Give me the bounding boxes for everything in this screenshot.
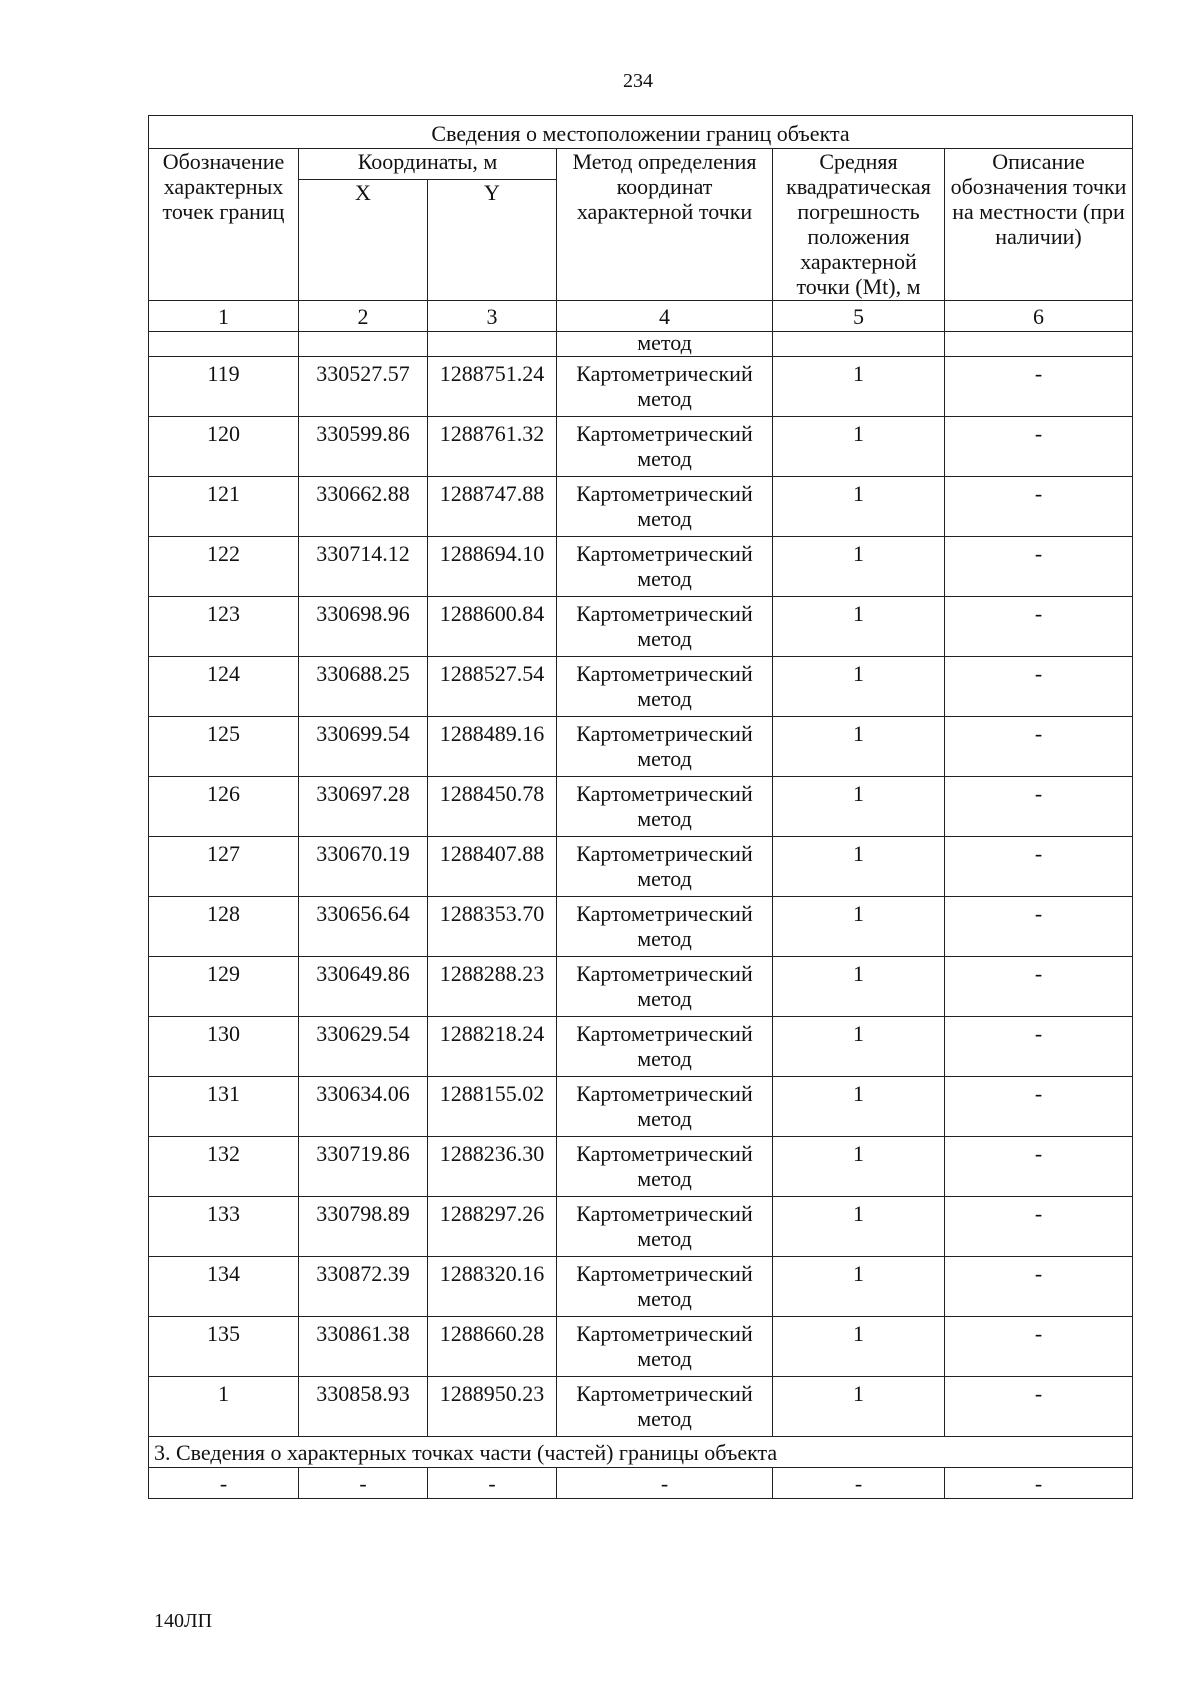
mt-cell: 1 — [773, 1317, 945, 1377]
y-cell: 1288761.32 — [428, 417, 557, 477]
table-cell — [428, 332, 557, 357]
mt-cell: 1 — [773, 897, 945, 957]
x-cell: 330698.96 — [299, 597, 428, 657]
table-row — [149, 777, 1133, 837]
description-cell: - — [945, 657, 1133, 717]
y-cell: 1288353.70 — [428, 897, 557, 957]
x-cell: 330634.06 — [299, 1077, 428, 1137]
method-cell: Картометрический метод — [557, 1017, 773, 1077]
header-mean-error: Средняя квадратическая погрешность положения характерной точки (Mt), м — [773, 149, 945, 301]
y-cell: 1288155.02 — [428, 1077, 557, 1137]
header-description: Описание обозначения точки на местности (при наличии) — [945, 149, 1133, 301]
x-cell: 330719.86 — [299, 1137, 428, 1197]
x-cell: 330699.54 — [299, 717, 428, 777]
header-point-designation: Обозначение характерных точек границ — [149, 149, 299, 301]
point-cell: 132 — [149, 1137, 299, 1197]
y-cell: 1288297.26 — [428, 1197, 557, 1257]
method-cell: Картометрический метод — [557, 1377, 773, 1437]
description-cell: - — [945, 1377, 1133, 1437]
header-coordinates: Координаты, м — [299, 149, 557, 180]
page-number: 234 — [623, 70, 653, 92]
method-cell: Картометрический метод — [557, 1077, 773, 1137]
continued-row — [149, 332, 1133, 357]
x-cell: 330872.39 — [299, 1257, 428, 1317]
point-cell: 126 — [149, 777, 299, 837]
x-cell: 330656.64 — [299, 897, 428, 957]
document-code: 140ЛП — [154, 1610, 213, 1632]
table-row — [149, 357, 1133, 417]
table-row — [149, 537, 1133, 597]
table-row — [149, 717, 1133, 777]
table-row — [149, 1257, 1133, 1317]
table-cell — [149, 332, 299, 357]
method-cell: Картометрический метод — [557, 477, 773, 537]
boundary-table — [148, 115, 1133, 1499]
y-cell: 1288600.84 — [428, 597, 557, 657]
mt-cell: 1 — [773, 537, 945, 597]
table-row — [149, 1197, 1133, 1257]
point-cell: 122 — [149, 537, 299, 597]
mt-cell: 1 — [773, 1137, 945, 1197]
description-cell: - — [945, 477, 1133, 537]
y-cell: 1288450.78 — [428, 777, 557, 837]
column-number: 2 — [299, 301, 428, 332]
column-numbers-row — [149, 301, 1133, 332]
y-cell: 1288407.88 — [428, 837, 557, 897]
y-cell: 1288218.24 — [428, 1017, 557, 1077]
column-number: 4 — [557, 301, 773, 332]
continued-method-cell: метод — [557, 332, 773, 357]
description-cell: - — [945, 837, 1133, 897]
description-cell: - — [945, 897, 1133, 957]
section-3-title: 3. Сведения о характерных точках части (частей) границы объекта — [149, 1437, 1133, 1468]
x-cell: 330688.25 — [299, 657, 428, 717]
point-cell: 123 — [149, 597, 299, 657]
x-cell: 330599.86 — [299, 417, 428, 477]
column-number: 6 — [945, 301, 1133, 332]
mt-cell: 1 — [773, 477, 945, 537]
header-y: Y — [428, 180, 557, 301]
table-title: Сведения о местоположении границ объекта — [149, 116, 1133, 149]
y-cell: 1288950.23 — [428, 1377, 557, 1437]
description-cell: - — [945, 1197, 1133, 1257]
table-title-row — [149, 116, 1133, 149]
table-row — [149, 417, 1133, 477]
description-cell: - — [945, 1137, 1133, 1197]
y-cell: 1288747.88 — [428, 477, 557, 537]
mt-cell: 1 — [773, 837, 945, 897]
mt-cell: 1 — [773, 657, 945, 717]
x-cell: 330649.86 — [299, 957, 428, 1017]
table-row — [149, 837, 1133, 897]
y-cell: 1288288.23 — [428, 957, 557, 1017]
y-cell: 1288751.24 — [428, 357, 557, 417]
method-cell: Картометрический метод — [557, 717, 773, 777]
point-cell: 127 — [149, 837, 299, 897]
point-cell: 128 — [149, 897, 299, 957]
mt-cell: 1 — [773, 717, 945, 777]
x-cell: 330697.28 — [299, 777, 428, 837]
table-cell — [299, 332, 428, 357]
description-cell: - — [945, 957, 1133, 1017]
method-cell: Картометрический метод — [557, 537, 773, 597]
method-cell: Картометрический метод — [557, 777, 773, 837]
mt-cell: 1 — [773, 1017, 945, 1077]
description-cell: - — [945, 597, 1133, 657]
table-cell: - — [945, 1468, 1133, 1499]
method-cell: Картометрический метод — [557, 1137, 773, 1197]
method-cell: Картометрический метод — [557, 417, 773, 477]
x-cell: 330670.19 — [299, 837, 428, 897]
point-cell: 129 — [149, 957, 299, 1017]
header-row — [149, 149, 1133, 180]
description-cell: - — [945, 1317, 1133, 1377]
description-cell: - — [945, 777, 1133, 837]
method-cell: Картометрический метод — [557, 837, 773, 897]
table-cell — [773, 332, 945, 357]
header-method: Метод определения координат характерной точки — [557, 149, 773, 301]
point-cell: 130 — [149, 1017, 299, 1077]
table-row — [149, 1377, 1133, 1437]
table-row — [149, 1137, 1133, 1197]
table-row — [149, 897, 1133, 957]
mt-cell: 1 — [773, 357, 945, 417]
table-cell: - — [773, 1468, 945, 1499]
point-cell: 124 — [149, 657, 299, 717]
point-cell: 133 — [149, 1197, 299, 1257]
mt-cell: 1 — [773, 1257, 945, 1317]
table-cell: - — [149, 1468, 299, 1499]
table-cell: - — [557, 1468, 773, 1499]
point-cell: 1 — [149, 1377, 299, 1437]
description-cell: - — [945, 1077, 1133, 1137]
table-cell: - — [299, 1468, 428, 1499]
method-cell: Картометрический метод — [557, 357, 773, 417]
point-cell: 120 — [149, 417, 299, 477]
method-cell: Картометрический метод — [557, 957, 773, 1017]
table-cell: - — [428, 1468, 557, 1499]
description-cell: - — [945, 357, 1133, 417]
method-cell: Картометрический метод — [557, 597, 773, 657]
mt-cell: 1 — [773, 1077, 945, 1137]
mt-cell: 1 — [773, 777, 945, 837]
column-number: 5 — [773, 301, 945, 332]
point-cell: 135 — [149, 1317, 299, 1377]
column-number: 3 — [428, 301, 557, 332]
description-cell: - — [945, 717, 1133, 777]
method-cell: Картометрический метод — [557, 897, 773, 957]
method-cell: Картометрический метод — [557, 1317, 773, 1377]
y-cell: 1288236.30 — [428, 1137, 557, 1197]
section-3-row — [149, 1437, 1133, 1468]
method-cell: Картометрический метод — [557, 1257, 773, 1317]
y-cell: 1288694.10 — [428, 537, 557, 597]
table-row — [149, 1017, 1133, 1077]
column-number: 1 — [149, 301, 299, 332]
x-cell: 330861.38 — [299, 1317, 428, 1377]
y-cell: 1288489.16 — [428, 717, 557, 777]
mt-cell: 1 — [773, 597, 945, 657]
table-cell — [945, 332, 1133, 357]
y-cell: 1288527.54 — [428, 657, 557, 717]
mt-cell: 1 — [773, 1197, 945, 1257]
mt-cell: 1 — [773, 1377, 945, 1437]
description-cell: - — [945, 1017, 1133, 1077]
method-cell: Картометрический метод — [557, 657, 773, 717]
method-cell: Картометрический метод — [557, 1197, 773, 1257]
table-row — [149, 477, 1133, 537]
header-x: X — [299, 180, 428, 301]
x-cell: 330662.88 — [299, 477, 428, 537]
point-cell: 131 — [149, 1077, 299, 1137]
table-row — [149, 1077, 1133, 1137]
x-cell: 330714.12 — [299, 537, 428, 597]
point-cell: 121 — [149, 477, 299, 537]
table-row — [149, 657, 1133, 717]
table-row — [149, 1317, 1133, 1377]
mt-cell: 1 — [773, 957, 945, 1017]
description-cell: - — [945, 417, 1133, 477]
point-cell: 125 — [149, 717, 299, 777]
x-cell: 330798.89 — [299, 1197, 428, 1257]
description-cell: - — [945, 537, 1133, 597]
point-cell: 119 — [149, 357, 299, 417]
point-cell: 134 — [149, 1257, 299, 1317]
section-3-data-row — [149, 1468, 1133, 1499]
mt-cell: 1 — [773, 417, 945, 477]
description-cell: - — [945, 1257, 1133, 1317]
x-cell: 330527.57 — [299, 357, 428, 417]
y-cell: 1288320.16 — [428, 1257, 557, 1317]
table-row — [149, 957, 1133, 1017]
table-row — [149, 597, 1133, 657]
x-cell: 330629.54 — [299, 1017, 428, 1077]
y-cell: 1288660.28 — [428, 1317, 557, 1377]
x-cell: 330858.93 — [299, 1377, 428, 1437]
